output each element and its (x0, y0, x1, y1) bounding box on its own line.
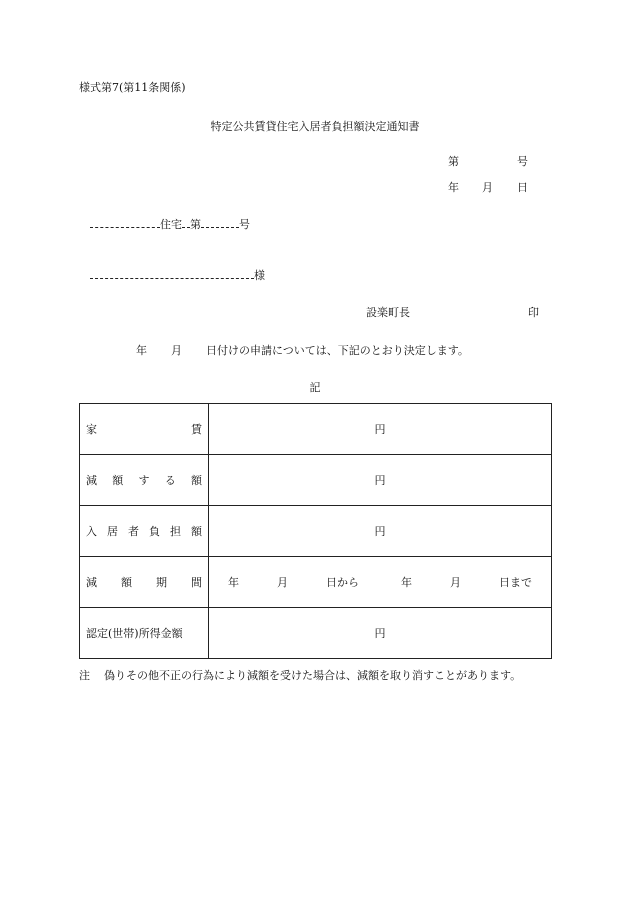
footnote (79, 670, 521, 681)
table-row (80, 608, 552, 659)
blank-line (201, 226, 239, 228)
date-month: 月 (482, 181, 493, 194)
row-label-income: 認定(世帯)所得金額 (80, 608, 209, 659)
addressee-address-row (90, 219, 250, 230)
intro-sentence (136, 345, 469, 356)
table-row (80, 455, 552, 506)
table-row (80, 557, 552, 608)
issuer: 設楽町長 (366, 306, 410, 319)
blank-line (90, 277, 254, 279)
doc-number-go: 号 (517, 155, 528, 168)
date-day: 日 (517, 181, 528, 194)
reduction-value-cell: 円 (209, 455, 552, 506)
burden-value-cell: 円 (209, 506, 552, 557)
document-title: 特定公共賃貸住宅入居者負担額決定通知書 (210, 120, 420, 133)
intro-text: 日付けの申請については、下記のとおり決定します。 (206, 344, 469, 357)
blank-line (182, 226, 190, 228)
row-label-reduction: 減 額 す る 額 (80, 455, 209, 506)
ki-heading: 記 (309, 381, 321, 394)
intro-month: 月 (171, 344, 182, 357)
intro-year: 年 (136, 344, 147, 357)
note-label: 注 (79, 669, 90, 682)
income-value-cell: 円 (209, 608, 552, 659)
addressee-dai: 第 (190, 218, 201, 231)
table-row (80, 404, 552, 455)
row-label-rent: 家 賃 (80, 404, 209, 455)
blank-line (90, 226, 160, 228)
addressee-name-row (90, 270, 265, 281)
addressee-go: 号 (239, 218, 250, 231)
detail-table (79, 403, 552, 659)
rent-value-cell: 円 (209, 404, 552, 455)
form-label: 様式第7(第11条関係) (79, 81, 186, 94)
note-text: 偽りその他不正の行為により減額を受けた場合は、減額を取り消すことがあります。 (104, 669, 522, 682)
doc-number-dai: 第 (448, 155, 459, 168)
row-label-burden: 入 居 者 負 担 額 (80, 506, 209, 557)
table-row (80, 506, 552, 557)
period-value-cell: 年 月 日から 年 月 日まで (209, 557, 552, 608)
addressee-sama: 様 (254, 269, 265, 282)
date-year: 年 (448, 181, 459, 194)
row-label-period: 減 額 期 間 (80, 557, 209, 608)
seal-mark: 印 (528, 306, 539, 319)
addressee-jutaku: 住宅 (160, 218, 182, 231)
